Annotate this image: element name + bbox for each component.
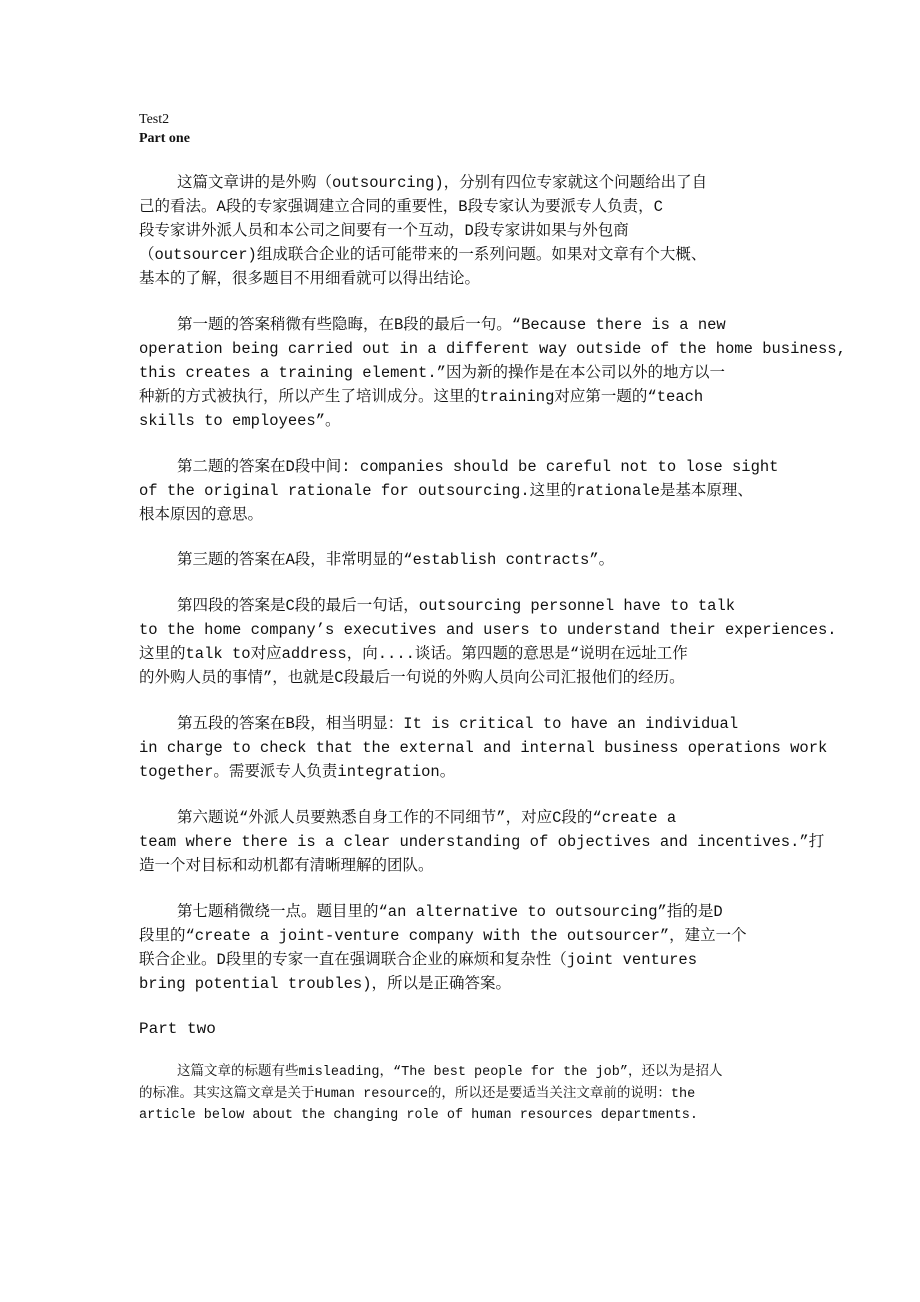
paragraph-line: 第六题说“外派人员要熟悉自身工作的不同细节”，对应C段的“create a [177, 809, 677, 827]
paragraph-line: skills to employees”。 [139, 412, 341, 430]
paragraph-line: 第二题的答案在D段中间: companies should be careful not to lose sight [177, 458, 779, 476]
paragraph-line: 这篇文章讲的是外购（outsourcing)，分别有四位专家就这个问题给出了自 [177, 174, 708, 192]
paragraph [139, 548, 829, 572]
paragraph-line: 段专家讲外派人员和本公司之间要有一个互动，D段专家讲如果与外包商 [139, 222, 629, 240]
paragraph-line: article below about the changing role of human resources departments. [139, 1108, 698, 1123]
paragraph-line: 造一个对目标和动机都有清晰理解的团队。 [139, 857, 434, 875]
paragraph-line: 这里的talk to对应address，向....谈话。第四题的意思是“说明在远址工作 [139, 645, 688, 663]
paragraph-line: operation being carried out in a different way outside of the home business, [139, 340, 846, 358]
paragraph [139, 171, 829, 291]
paragraph [139, 455, 829, 527]
paragraph-line: bring potential troubles)，所以是正确答案。 [139, 975, 512, 993]
paragraph-line: 联合企业。D段里的专家一直在强调联合企业的麻烦和复杂性（joint ventures [139, 951, 698, 969]
heading-part-two: Part two [139, 1020, 216, 1038]
paragraph [139, 1062, 829, 1127]
paragraph-line: 基本的了解，很多题目不用细看就可以得出结论。 [139, 270, 481, 288]
paragraph [139, 594, 837, 690]
paragraph-line: 第三题的答案在A段，非常明显的“establish contracts”。 [177, 551, 615, 569]
doc-title: Test2 [139, 112, 170, 127]
paragraph [139, 900, 829, 996]
paragraph-line: （outsourcer)组成联合企业的话可能带来的一系列问题。如果对文章有个大概、 [139, 246, 707, 264]
paragraph-line: in charge to check that the external and internal business operations work [139, 739, 828, 757]
paragraph-line: team where there is a clear understanding of objectives and incentives.”打 [139, 833, 825, 851]
paragraph-line: 己的看法。A段的专家强调建立合同的重要性，B段专家认为要派专人负责，C [139, 198, 663, 216]
paragraph-line: 根本原因的意思。 [139, 506, 264, 524]
paragraph [139, 806, 829, 878]
paragraph-line: 种新的方式被执行，所以产生了培训成分。这里的training对应第一题的“teach [139, 388, 704, 406]
paragraph-line: 的标准。其实这篇文章是关于Human resource的，所以还是要适当关注文章前的说明：the [139, 1086, 696, 1102]
paragraph-line: 第七题稍微绕一点。题目里的“an alternative to outsourcing”指的是D [177, 903, 723, 921]
paragraph-line: 这篇文章的标题有些misleading，“The best people for the job”，还以为是招人 [177, 1065, 723, 1080]
paragraph-line: 第五段的答案在B段，相当明显：It is critical to have an individual [177, 715, 739, 733]
paragraph-line: 段里的“create a joint-venture company with the outsourcer”，建立一个 [139, 927, 747, 945]
paragraph [139, 712, 829, 784]
paragraph-line: 第一题的答案稍微有些隐晦，在B段的最后一句。“Because there is a new [177, 316, 726, 334]
paragraph-line: 第四段的答案是C段的最后一句话，outsourcing personnel have to talk [177, 597, 736, 615]
paragraph-line: of the original rationale for outsourcing.这里的rationale是基本原理、 [139, 482, 753, 500]
paragraph-line: this creates a training element.”因为新的操作是在本公司以外的地方以一 [139, 364, 725, 382]
paragraph-line: 的外购人员的事情”，也就是C段最后一句说的外购人员向公司汇报他们的经历。 [139, 669, 685, 687]
heading-part-one: Part one [139, 131, 190, 146]
paragraph-line: together。需要派专人负责integration。 [139, 763, 456, 781]
paragraph-line: to the home company’s executives and users to understand their experiences. [139, 621, 837, 639]
paragraph [139, 313, 846, 433]
